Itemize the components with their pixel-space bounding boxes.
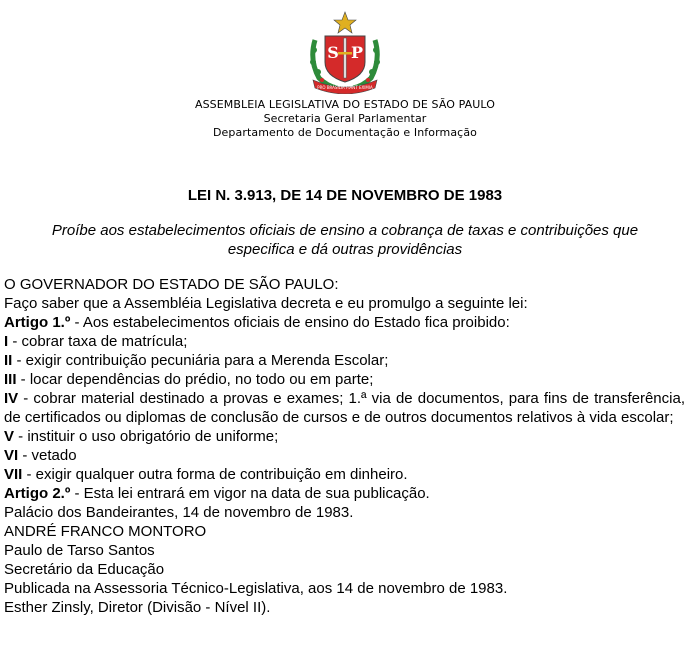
- item-number: VII: [4, 466, 23, 483]
- item-number: IV: [4, 390, 19, 407]
- sao-paulo-coat-of-arms-icon: [307, 10, 383, 94]
- item-ii: [4, 351, 685, 370]
- document-header: [0, 10, 690, 140]
- place-date: Palácio dos Bandeirantes, 14 de novembro de 1983.: [4, 504, 354, 521]
- item-i: [4, 332, 685, 351]
- item-vi: [4, 446, 685, 465]
- item-iv: [4, 389, 685, 427]
- seal-motto: PRO BRASILIA FIANT EXIMIA: [317, 85, 373, 90]
- item-text: - exigir contribuição pecuniária para a Merenda Escolar;: [12, 352, 389, 369]
- law-title: LEI N. 3.913, DE 14 DE NOVEMBRO DE 1983: [187, 187, 503, 204]
- item-v: [4, 427, 685, 446]
- secretary-name: Paulo de Tarso Santos: [4, 542, 155, 559]
- enactment-line: Faço saber que a Assembléia Legislativa decreta e eu promulgo a seguinte lei:: [4, 295, 528, 312]
- secretariat-name: Secretaria Geral Parlamentar: [263, 112, 427, 125]
- article-2-label: Artigo 2.º: [4, 485, 71, 502]
- item-text: - exigir qualquer outra forma de contribuição em dinheiro.: [22, 466, 408, 483]
- item-iii: [4, 370, 685, 389]
- law-body: [4, 275, 685, 617]
- item-number: VI: [4, 447, 19, 464]
- item-text: - locar dependências do prédio, no todo ou em parte;: [16, 371, 374, 388]
- item-number: V: [4, 428, 15, 445]
- governor-line: O GOVERNADOR DO ESTADO DE SÃO PAULO:: [4, 276, 339, 293]
- item-number: III: [4, 371, 17, 388]
- item-text: - cobrar material destinado a provas e exames; 1.ª via de documentos, para fins de transferência, de certificados ou diplomas de conclusão de cursos e de outros documentos relativos à vida escolar;: [4, 390, 685, 426]
- institution-name: ASSEMBLEIA LEGISLATIVA DO ESTADO DE SÃO PAULO: [194, 98, 496, 111]
- article-1-text: - Aos estabelecimentos oficiais de ensino do Estado fica proibido:: [70, 314, 510, 331]
- director-signature: Esther Zinsly, Diretor (Divisão - Nível II).: [4, 599, 271, 616]
- seal-letter-p: P: [350, 43, 364, 62]
- item-vii: [4, 465, 685, 484]
- item-text: - vetado: [18, 447, 77, 464]
- item-text: - instituir o uso obrigatório de uniforme;: [14, 428, 279, 445]
- item-number: I: [4, 333, 9, 350]
- seal-letter-s: S: [327, 43, 339, 62]
- article-1: [4, 313, 685, 332]
- law-ementa: Proíbe aos estabelecimentos oficiais de ensino a cobrança de taxas e contribuições que especifica e dá outras providências: [51, 222, 639, 258]
- governor-name: ANDRÉ FRANCO MONTORO: [4, 523, 207, 540]
- item-text: - cobrar taxa de matrícula;: [8, 333, 188, 350]
- publication-note: Publicada na Assessoria Técnico-Legislativa, aos 14 de novembro de 1983.: [4, 580, 508, 597]
- department-name: Departamento de Documentação e Informação: [212, 126, 477, 139]
- article-1-label: Artigo 1.º: [4, 314, 71, 331]
- secretary-title: Secretário da Educação: [4, 561, 165, 578]
- article-2: [4, 484, 685, 503]
- item-number: II: [4, 352, 13, 369]
- article-2-text: - Esta lei entrará em vigor na data de sua publicação.: [70, 485, 430, 502]
